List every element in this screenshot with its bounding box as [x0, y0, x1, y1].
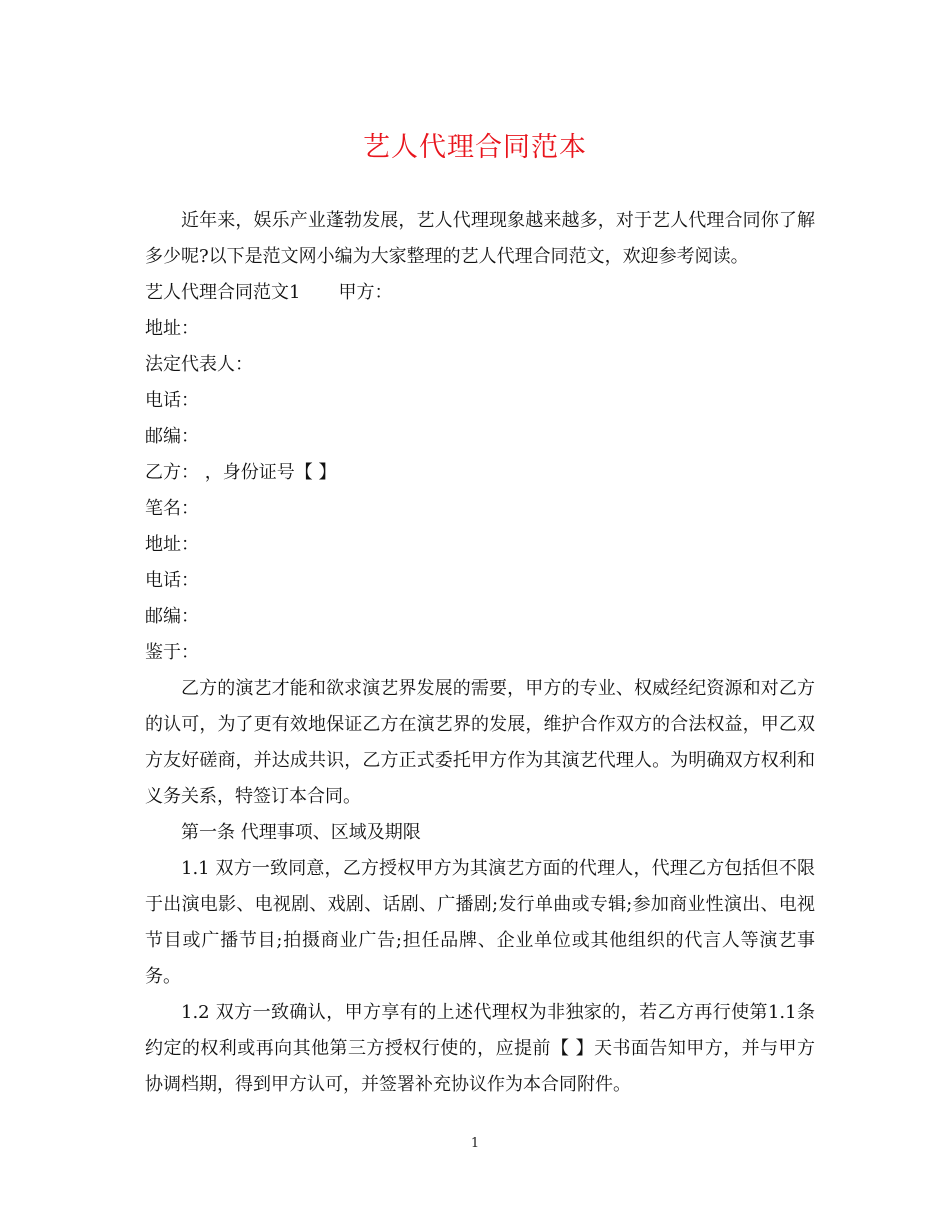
- article-1-heading: 第一条 代理事项、区域及期限: [181, 822, 421, 843]
- party-b-postcode-field: 邮编：: [145, 606, 199, 627]
- document-title: 艺人代理合同范本: [363, 132, 587, 163]
- intro-paragraph: 近年来，娱乐产业蓬勃发展，艺人代理现象越来越多，对于艺人代理合同你了解多少呢?以下是范文网小编为大家整理的艺人代理合同范文，欢迎参考阅读。: [145, 210, 815, 267]
- party-b-line: 乙方： ，身份证号【 】: [145, 462, 337, 483]
- party-b-penname-field: 笔名：: [145, 498, 199, 519]
- clause-1-1: 1.1 双方一致同意，乙方授权甲方为其演艺方面的代理人，代理乙方包括但不限于出演电影、电视剧、戏剧、话剧、广播剧;发行单曲或专辑;参加商业性演出、电视节目或广播节目;拍摄商业广告;担任品牌、企业单位或其他组织的代言人等演艺事务。: [145, 858, 815, 987]
- party-a-representative-field: 法定代表人：: [145, 354, 253, 375]
- clause-1-2: 1.2 双方一致确认，甲方享有的上述代理权为非独家的，若乙方再行使第1.1条约定的权利或再向其他第三方授权行使的，应提前【 】天书面告知甲方，并与甲方协调档期，得到甲方认可，并签署补充协议作为本合同附件。: [145, 1002, 815, 1095]
- page-number: 1: [470, 1136, 480, 1151]
- party-b-address-field: 地址：: [145, 534, 199, 555]
- document-body: [145, 203, 815, 1103]
- party-a-address-field: 地址：: [145, 318, 199, 339]
- sample-heading-line: [145, 275, 815, 311]
- whereas-paragraph: 乙方的演艺才能和欲求演艺界发展的需要，甲方的专业、权威经纪资源和对乙方的认可，为了更有效地保证乙方在演艺界的发展，维护合作双方的合法权益，甲乙双方友好磋商，并达成共识，乙方正式委托甲方作为其演艺代理人。为明确双方权利和义务关系，特签订本合同。: [145, 678, 815, 807]
- sample-heading: 艺人代理合同范文1: [145, 282, 301, 303]
- party-b-phone-field: 电话：: [145, 570, 199, 591]
- party-a-postcode-field: 邮编：: [145, 426, 199, 447]
- whereas-label: 鉴于：: [145, 642, 199, 663]
- party-a-label: 甲方：: [338, 282, 393, 303]
- party-a-phone-field: 电话：: [145, 390, 199, 411]
